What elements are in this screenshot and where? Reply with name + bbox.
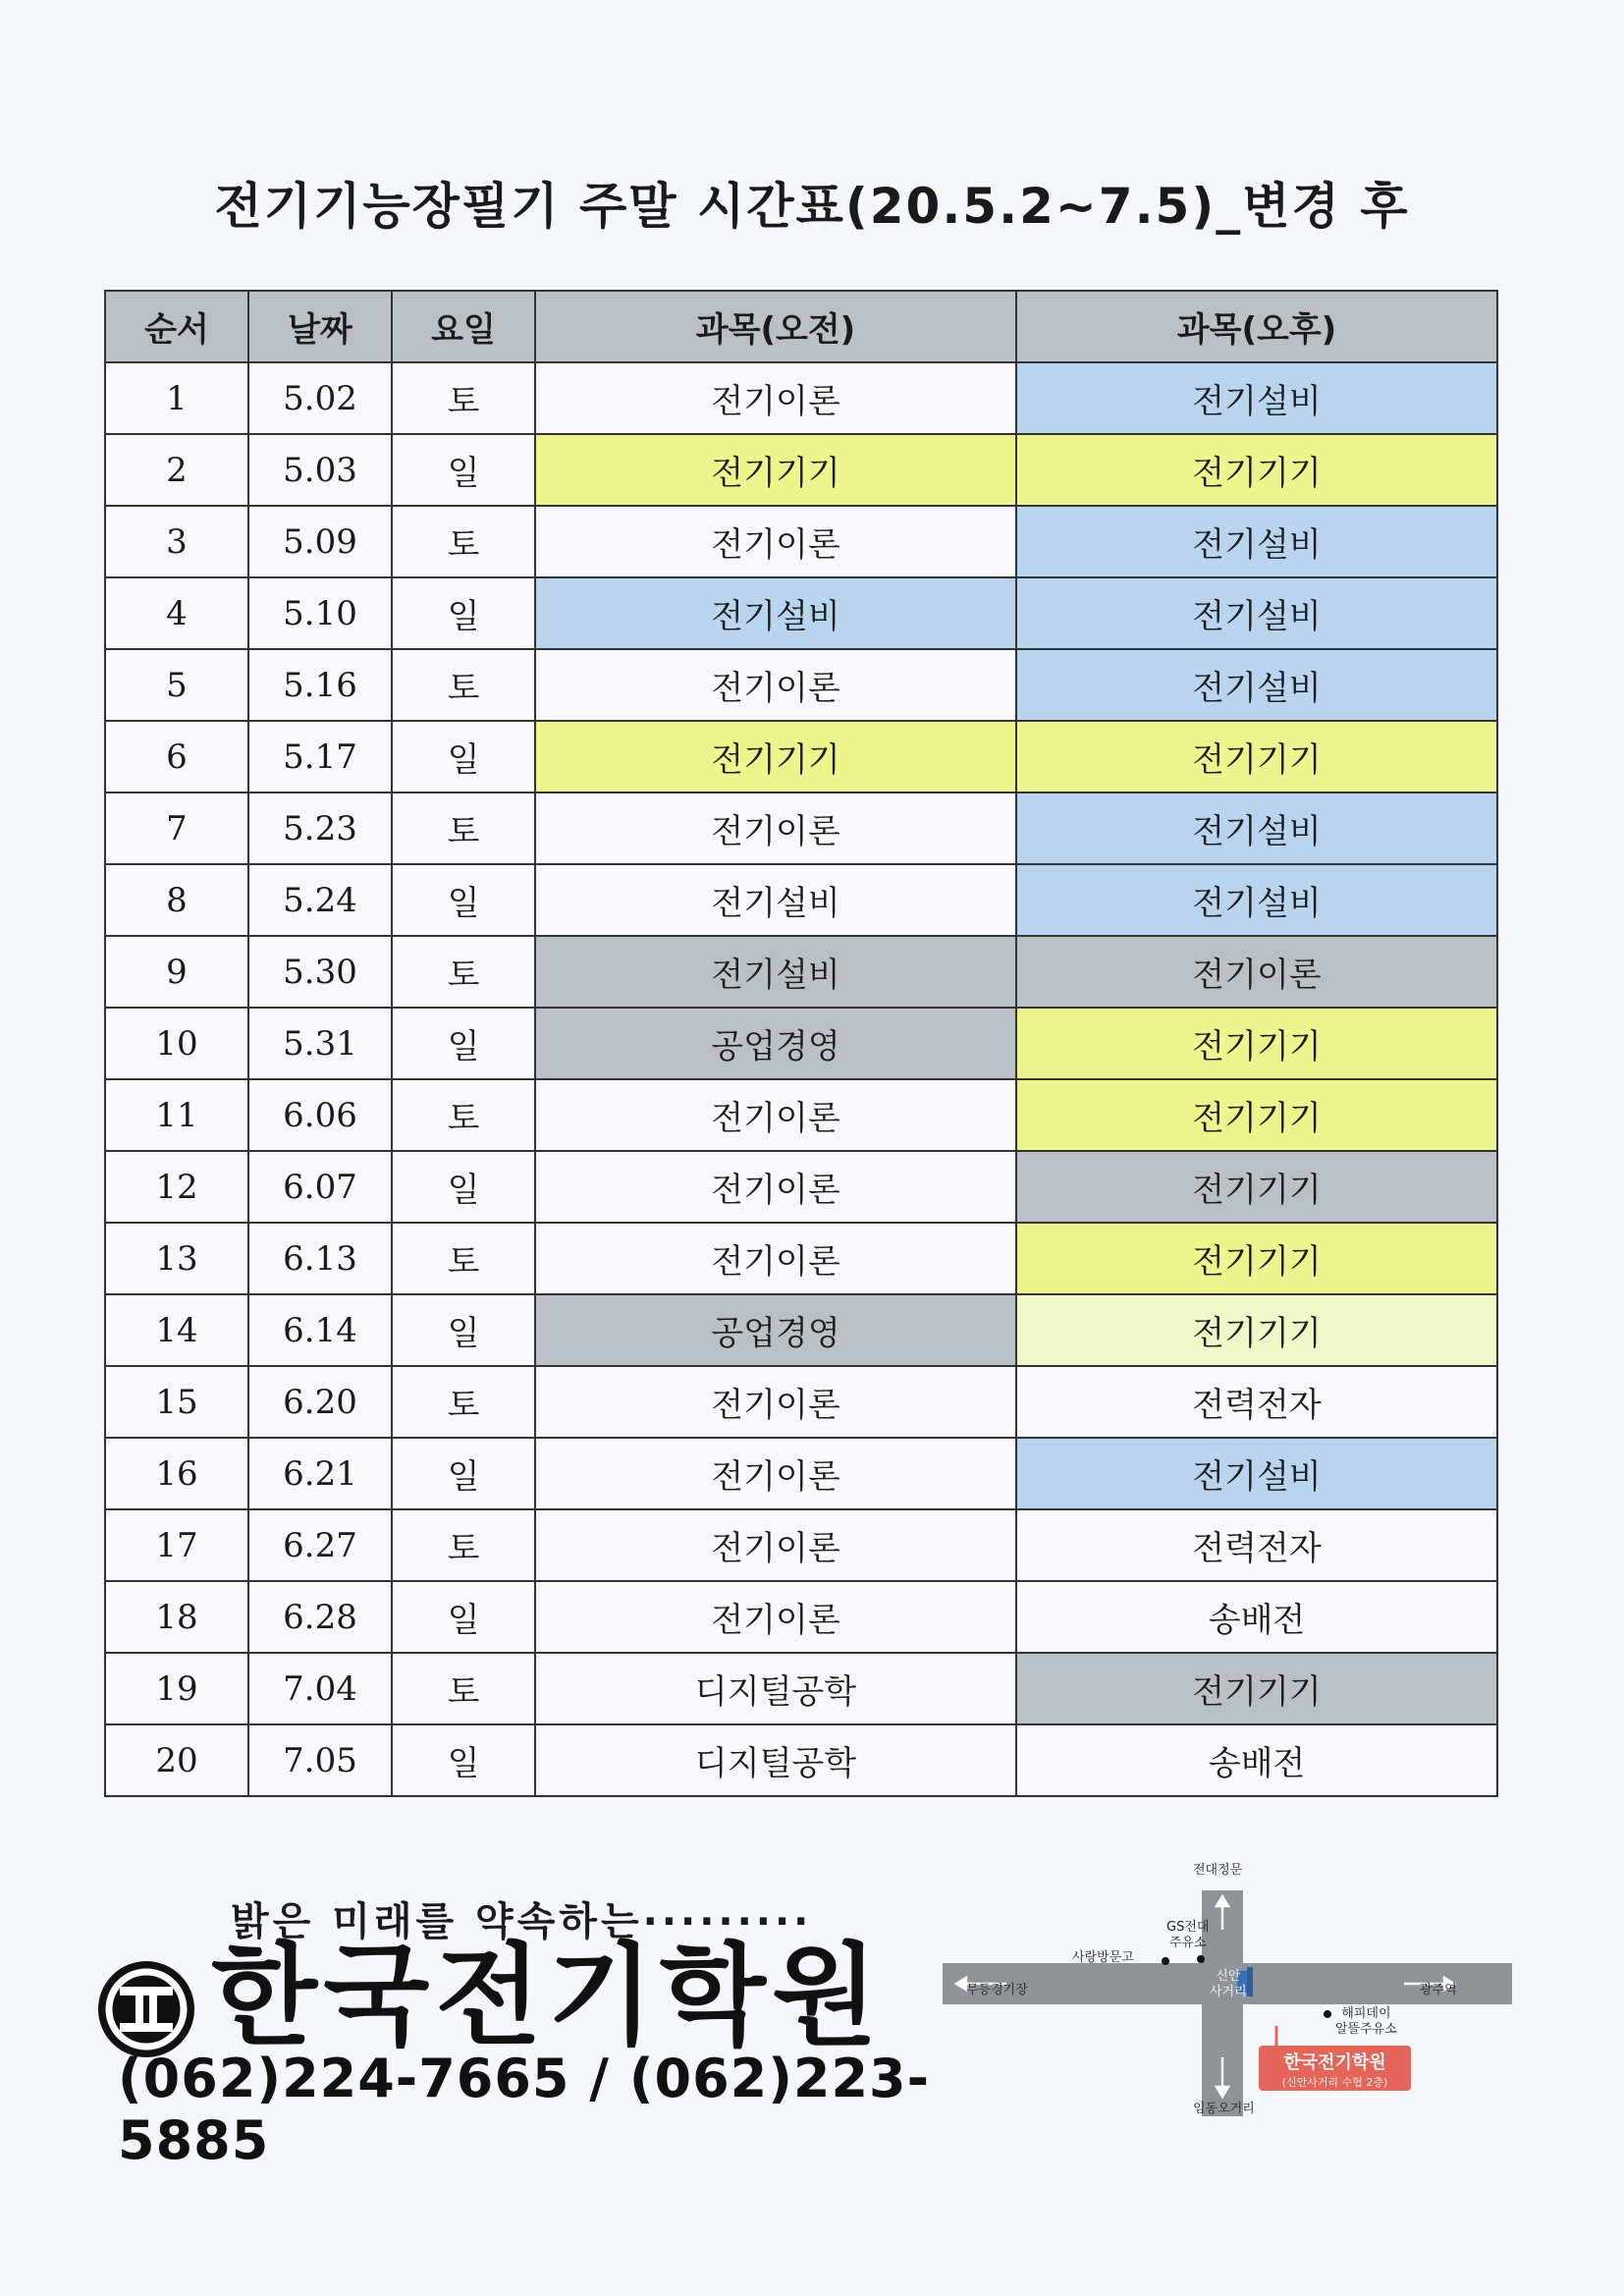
cell-no: 3 xyxy=(105,506,248,577)
cell-day: 일 xyxy=(392,434,535,506)
cell-no: 12 xyxy=(105,1151,248,1223)
cell-date: 5.23 xyxy=(248,793,392,864)
cell-pm-subject: 전기기기 xyxy=(1016,1079,1497,1151)
cell-am-subject: 전기이론 xyxy=(535,1223,1016,1294)
table-row xyxy=(105,1366,1497,1438)
cell-no: 7 xyxy=(105,793,248,864)
cell-date: 7.04 xyxy=(248,1653,392,1724)
cell-day: 토 xyxy=(392,362,535,434)
table-row xyxy=(105,1223,1497,1294)
table-row xyxy=(105,1724,1497,1796)
academy-ad xyxy=(98,1890,982,2171)
cell-pm-subject: 전기설비 xyxy=(1016,864,1497,936)
cell-day: 일 xyxy=(392,1438,535,1509)
map-label-north: 전대정문 xyxy=(1193,1863,1243,1878)
cell-no: 19 xyxy=(105,1653,248,1724)
cell-date: 6.21 xyxy=(248,1438,392,1509)
table-row xyxy=(105,1581,1497,1653)
cell-day: 토 xyxy=(392,1223,535,1294)
cell-am-subject: 전기이론 xyxy=(535,649,1016,721)
cell-day: 일 xyxy=(392,577,535,649)
cell-am-subject: 디지털공학 xyxy=(535,1653,1016,1724)
table-row xyxy=(105,649,1497,721)
cell-no: 4 xyxy=(105,577,248,649)
cell-no: 9 xyxy=(105,936,248,1008)
cell-date: 5.30 xyxy=(248,936,392,1008)
cell-date: 5.02 xyxy=(248,362,392,434)
cell-am-subject: 전기이론 xyxy=(535,506,1016,577)
map-label-south: 임동오거리 xyxy=(1193,2102,1255,2116)
cell-pm-subject: 전력전자 xyxy=(1016,1366,1497,1438)
cell-no: 6 xyxy=(105,721,248,793)
cell-am-subject: 전기이론 xyxy=(535,1366,1016,1438)
cell-am-subject: 전기이론 xyxy=(535,1509,1016,1581)
cell-day: 일 xyxy=(392,1581,535,1653)
cell-day: 일 xyxy=(392,864,535,936)
table-row xyxy=(105,721,1497,793)
cell-day: 토 xyxy=(392,793,535,864)
cell-pm-subject: 전기기기 xyxy=(1016,721,1497,793)
map-school-marker xyxy=(1259,2046,1411,2091)
academy-logo-icon xyxy=(98,1961,194,2057)
cell-day: 일 xyxy=(392,1724,535,1796)
table-row xyxy=(105,434,1497,506)
cell-day: 일 xyxy=(392,1151,535,1223)
cell-day: 일 xyxy=(392,1008,535,1079)
cell-date: 6.07 xyxy=(248,1151,392,1223)
cell-pm-subject: 전기기기 xyxy=(1016,1294,1497,1366)
cell-am-subject: 공업경영 xyxy=(535,1294,1016,1366)
cell-pm-subject: 전기설비 xyxy=(1016,649,1497,721)
cell-pm-subject: 송배전 xyxy=(1016,1724,1497,1796)
cell-date: 5.17 xyxy=(248,721,392,793)
page-title: 전기기능장필기 주말 시간표(20.5.2~7.5)_변경 후 xyxy=(214,178,1410,235)
header-am-subject: 과목(오전) xyxy=(535,291,1016,362)
cell-day: 일 xyxy=(392,721,535,793)
cell-no: 5 xyxy=(105,649,248,721)
table-row xyxy=(105,362,1497,434)
cell-day: 토 xyxy=(392,1079,535,1151)
cell-am-subject: 디지털공학 xyxy=(535,1724,1016,1796)
table-row xyxy=(105,793,1497,864)
map-label-west: 무등경기장 xyxy=(966,1983,1028,1997)
cell-date: 7.05 xyxy=(248,1724,392,1796)
cell-no: 8 xyxy=(105,864,248,936)
map-school-name: 한국전기학원 xyxy=(1283,2052,1386,2073)
table-row xyxy=(105,1079,1497,1151)
cell-am-subject: 전기이론 xyxy=(535,793,1016,864)
cell-pm-subject: 전기기기 xyxy=(1016,1223,1497,1294)
table-row xyxy=(105,1509,1497,1581)
cell-no: 20 xyxy=(105,1724,248,1796)
cell-am-subject: 전기이론 xyxy=(535,362,1016,434)
cell-day: 토 xyxy=(392,936,535,1008)
table-row xyxy=(105,1151,1497,1223)
cell-am-subject: 전기이론 xyxy=(535,1438,1016,1509)
table-row xyxy=(105,1294,1497,1366)
map-label-happy-station: 해피데이 알뜰주유소 xyxy=(1335,2006,1397,2037)
cell-am-subject: 전기설비 xyxy=(535,864,1016,936)
cell-no: 10 xyxy=(105,1008,248,1079)
cell-am-subject: 전기이론 xyxy=(535,1079,1016,1151)
cell-pm-subject: 전기설비 xyxy=(1016,577,1497,649)
cell-day: 토 xyxy=(392,506,535,577)
cell-pm-subject: 전기이론 xyxy=(1016,936,1497,1008)
cell-day: 토 xyxy=(392,1509,535,1581)
table-row xyxy=(105,1653,1497,1724)
cell-am-subject: 전기설비 xyxy=(535,577,1016,649)
table-row xyxy=(105,577,1497,649)
table-row xyxy=(105,864,1497,936)
cell-no: 13 xyxy=(105,1223,248,1294)
cell-date: 5.10 xyxy=(248,577,392,649)
map-school-note: (신안사거리 수협 2층) xyxy=(1281,2076,1388,2089)
cell-date: 6.28 xyxy=(248,1581,392,1653)
header-pm-subject: 과목(오후) xyxy=(1016,291,1497,362)
map-label-east: 광주역 xyxy=(1420,1983,1457,1997)
schedule-table xyxy=(104,290,1498,1797)
location-map xyxy=(943,1861,1512,2126)
cell-date: 6.20 xyxy=(248,1366,392,1438)
cell-no: 14 xyxy=(105,1294,248,1366)
cell-no: 15 xyxy=(105,1366,248,1438)
cell-am-subject: 공업경영 xyxy=(535,1008,1016,1079)
cell-pm-subject: 전력전자 xyxy=(1016,1509,1497,1581)
cell-day: 토 xyxy=(392,1653,535,1724)
header-date: 날짜 xyxy=(248,291,392,362)
cell-date: 5.16 xyxy=(248,649,392,721)
cell-date: 6.06 xyxy=(248,1079,392,1151)
ad-slogan: 밝은 미래를 약속하는········· xyxy=(231,1899,813,1944)
cell-pm-subject: 전기설비 xyxy=(1016,793,1497,864)
academy-phone: (062)224-7665 / (062)223-5885 xyxy=(118,2048,931,2171)
map-label-gs-station: GS전대 주유소 xyxy=(1166,1920,1210,1950)
cell-pm-subject: 송배전 xyxy=(1016,1581,1497,1653)
table-row xyxy=(105,506,1497,577)
cell-no: 16 xyxy=(105,1438,248,1509)
cell-pm-subject: 전기기기 xyxy=(1016,1008,1497,1079)
cell-no: 17 xyxy=(105,1509,248,1581)
cell-am-subject: 전기이론 xyxy=(535,1151,1016,1223)
cell-pm-subject: 전기기기 xyxy=(1016,1653,1497,1724)
cell-no: 11 xyxy=(105,1079,248,1151)
cell-no: 1 xyxy=(105,362,248,434)
cell-date: 6.13 xyxy=(248,1223,392,1294)
cell-date: 5.03 xyxy=(248,434,392,506)
cell-am-subject: 전기기기 xyxy=(535,434,1016,506)
cell-pm-subject: 전기기기 xyxy=(1016,434,1497,506)
map-label-intersection: 신안 사거리 xyxy=(1210,1969,1247,1999)
cell-date: 5.09 xyxy=(248,506,392,577)
cell-day: 토 xyxy=(392,1366,535,1438)
cell-date: 5.31 xyxy=(248,1008,392,1079)
cell-pm-subject: 전기설비 xyxy=(1016,1438,1497,1509)
cell-date: 5.24 xyxy=(248,864,392,936)
cell-date: 6.27 xyxy=(248,1509,392,1581)
table-header-row xyxy=(105,291,1497,362)
header-no: 순서 xyxy=(105,291,248,362)
table-row xyxy=(105,1438,1497,1509)
cell-am-subject: 전기이론 xyxy=(535,1581,1016,1653)
cell-date: 6.14 xyxy=(248,1294,392,1366)
cell-pm-subject: 전기설비 xyxy=(1016,362,1497,434)
cell-day: 일 xyxy=(392,1294,535,1366)
cell-no: 2 xyxy=(105,434,248,506)
table-row xyxy=(105,936,1497,1008)
cell-pm-subject: 전기기기 xyxy=(1016,1151,1497,1223)
cell-am-subject: 전기기기 xyxy=(535,721,1016,793)
cell-day: 토 xyxy=(392,649,535,721)
cell-pm-subject: 전기설비 xyxy=(1016,506,1497,577)
header-day: 요일 xyxy=(392,291,535,362)
table-row xyxy=(105,1008,1497,1079)
cell-no: 18 xyxy=(105,1581,248,1653)
cell-am-subject: 전기설비 xyxy=(535,936,1016,1008)
map-label-warehouse: 사랑방문고 xyxy=(1072,1950,1134,1965)
academy-brand-name: 한국전기학원 xyxy=(211,1933,885,2060)
